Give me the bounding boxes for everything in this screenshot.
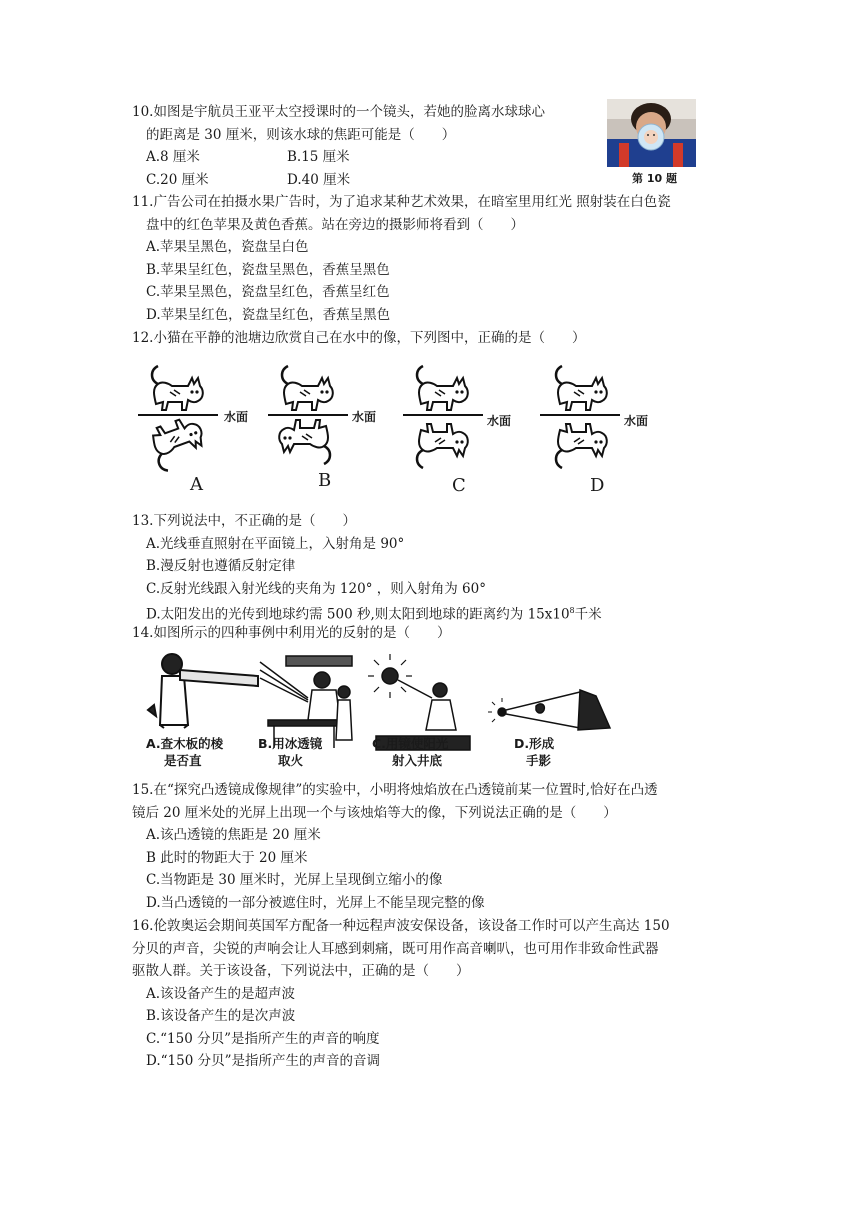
question-12 xyxy=(132,327,732,350)
option-label-c: C xyxy=(452,475,466,496)
question-12-stem: 12.小猫在平静的池塘边欣赏自己在水中的像，下列图中，正确的是（ ） xyxy=(132,330,586,346)
question-10 xyxy=(132,101,612,191)
caption-d-line1: D.形成 xyxy=(514,736,555,751)
question-10-option-d: D.40 厘米 xyxy=(287,171,351,188)
question-11-option-d: D.苹果呈红色，瓷盘呈红色，香蕉呈黑色 xyxy=(146,306,391,323)
question-15-stem-line1: 15.在“探究凸透镜成像规律”的实验中，小明将烛焰放在凸透镜前某一位置时,恰好在凸透 xyxy=(132,782,658,798)
caption-b-line2: 取火 xyxy=(278,753,304,768)
water-surface-label-d: 水面 xyxy=(624,414,649,428)
question-13-option-b: B.漫反射也遵循反射定律 xyxy=(146,558,296,574)
question-14 xyxy=(132,622,732,645)
question-15-option-d: D.当凸透镜的一部分被遮住时，光屏上不能呈现完整的像 xyxy=(146,894,485,911)
question-15-option-b: B 此时的物距大于 20 厘米 xyxy=(146,849,308,866)
caption-a-line1: A.查木板的棱 xyxy=(146,736,224,751)
caption-c xyxy=(372,735,448,769)
question-11-option-a: A.苹果呈黑色，瓷盘呈白色 xyxy=(146,239,309,255)
option-a-drawing xyxy=(138,366,218,473)
question-11-option-b: B.苹果呈红色，瓷盘呈黑色，香蕉呈黑色 xyxy=(146,261,390,278)
question-14-stem: 14.如图所示的四种事例中利用光的反射的是（ ） xyxy=(132,625,451,641)
caption-a xyxy=(146,735,223,769)
option-label-a: A xyxy=(190,474,203,495)
option-label-d: D xyxy=(590,475,605,496)
question-15 xyxy=(132,779,732,914)
question-16-stem-line1: 16.伦敦奥运会期间英国军方配备一种远程声波安保设备，该设备工作时可以产生高达 150 xyxy=(132,918,670,934)
water-surface-label-b: 水面 xyxy=(352,410,377,424)
question-13-option-a: A.光线垂直照射在平面镜上，入射角是 90° xyxy=(146,535,405,552)
question-16-stem-line2: 分贝的声音，尖锐的声响会让人耳感到刺痛，既可用作高音喇叭，也可用作非致命性武器 xyxy=(132,940,659,957)
option-c-drawing xyxy=(403,366,483,468)
question-15-stem-line2: 镜后 20 厘米处的光屏上出现一个与该烛焰等大的像，下列说法正确的是（ ） xyxy=(132,804,617,821)
option-label-b: B xyxy=(318,470,332,491)
question-16 xyxy=(132,915,732,1073)
question-10-options-row1 xyxy=(132,146,612,169)
question-10-option-c: C.20 厘米 xyxy=(146,171,209,188)
option-d-drawing xyxy=(540,366,620,468)
question-10-stem-line2: 的距离是 30 厘米，则该水球的焦距可能是（ ） xyxy=(146,126,456,143)
question-11-stem-line2: 盘中的红色苹果及黄色香蕉。站在旁边的摄影师将看到（ ） xyxy=(146,216,524,233)
question-13-option-c: C.反射光线跟入射光线的夹角为 120° ，则入射角为 60° xyxy=(146,580,486,597)
question-13-option-d-unit: 千米 xyxy=(574,606,602,623)
water-surface-label-a: 水面 xyxy=(224,410,249,424)
cat-reflection-drawings xyxy=(130,362,690,502)
caption-c-line1: C.用镜使阳光 xyxy=(372,736,449,751)
question-14-figure xyxy=(140,650,615,772)
question-11-option-c: C.苹果呈黑色，瓷盘呈红色，香蕉呈红色 xyxy=(146,284,390,300)
question-15-option-a: A.该凸透镜的焦距是 20 厘米 xyxy=(146,827,321,843)
question-13 xyxy=(132,510,732,626)
question-10-photo xyxy=(607,99,696,167)
caption-c-line2: 射入井底 xyxy=(392,753,443,768)
question-16-option-a: A.该设备产生的是超声波 xyxy=(146,985,296,1002)
caption-d xyxy=(514,735,554,769)
question-12-figure xyxy=(130,362,690,502)
question-11 xyxy=(132,191,732,326)
caption-a-line2: 是否直 xyxy=(164,753,202,768)
question-16-stem-line3: 驱散人群。关于该设备，下列说法中，正确的是（ ） xyxy=(132,963,470,979)
water-surface-label-c: 水面 xyxy=(487,414,512,428)
caption-b xyxy=(258,735,322,769)
option-b-drawing xyxy=(268,366,348,464)
question-16-option-c: C.“150 分贝”是指所产生的声音的响度 xyxy=(146,1030,380,1047)
question-13-stem: 13.下列说法中，不正确的是（ ） xyxy=(132,513,356,529)
question-10-stem-line1: 10.如图是宇航员王亚平太空授课时的一个镜头，若她的脸离水球球心 xyxy=(132,104,545,120)
question-10-option-a: A.8 厘米 xyxy=(146,149,200,165)
question-10-figure-caption: 第 10 题 xyxy=(632,172,677,185)
question-15-option-c: C.当物距是 30 厘米时，光屏上呈现倒立缩小的像 xyxy=(146,872,443,888)
question-10-option-b: B.15 厘米 xyxy=(287,149,350,165)
caption-d-line2: 手影 xyxy=(526,753,552,768)
question-16-option-d: D.“150 分贝”是指所产生的声音的音调 xyxy=(146,1053,380,1069)
question-16-option-b: B.该设备产生的是次声波 xyxy=(146,1008,296,1024)
question-13-option-d-exponent: 8 xyxy=(569,606,575,615)
question-10-options-row2 xyxy=(132,169,612,192)
question-13-option-d-text: D.太阳发出的光传到地球约需 500 秒,则太阳到地球的距离约为 15x10 xyxy=(146,606,570,623)
caption-b-line1: B.用冰透镜 xyxy=(258,736,323,751)
question-11-stem-line1: 11.广告公司在拍摄水果广告时，为了追求某种艺术效果，在暗室里用红光 照射装在白色瓷 xyxy=(132,194,671,210)
